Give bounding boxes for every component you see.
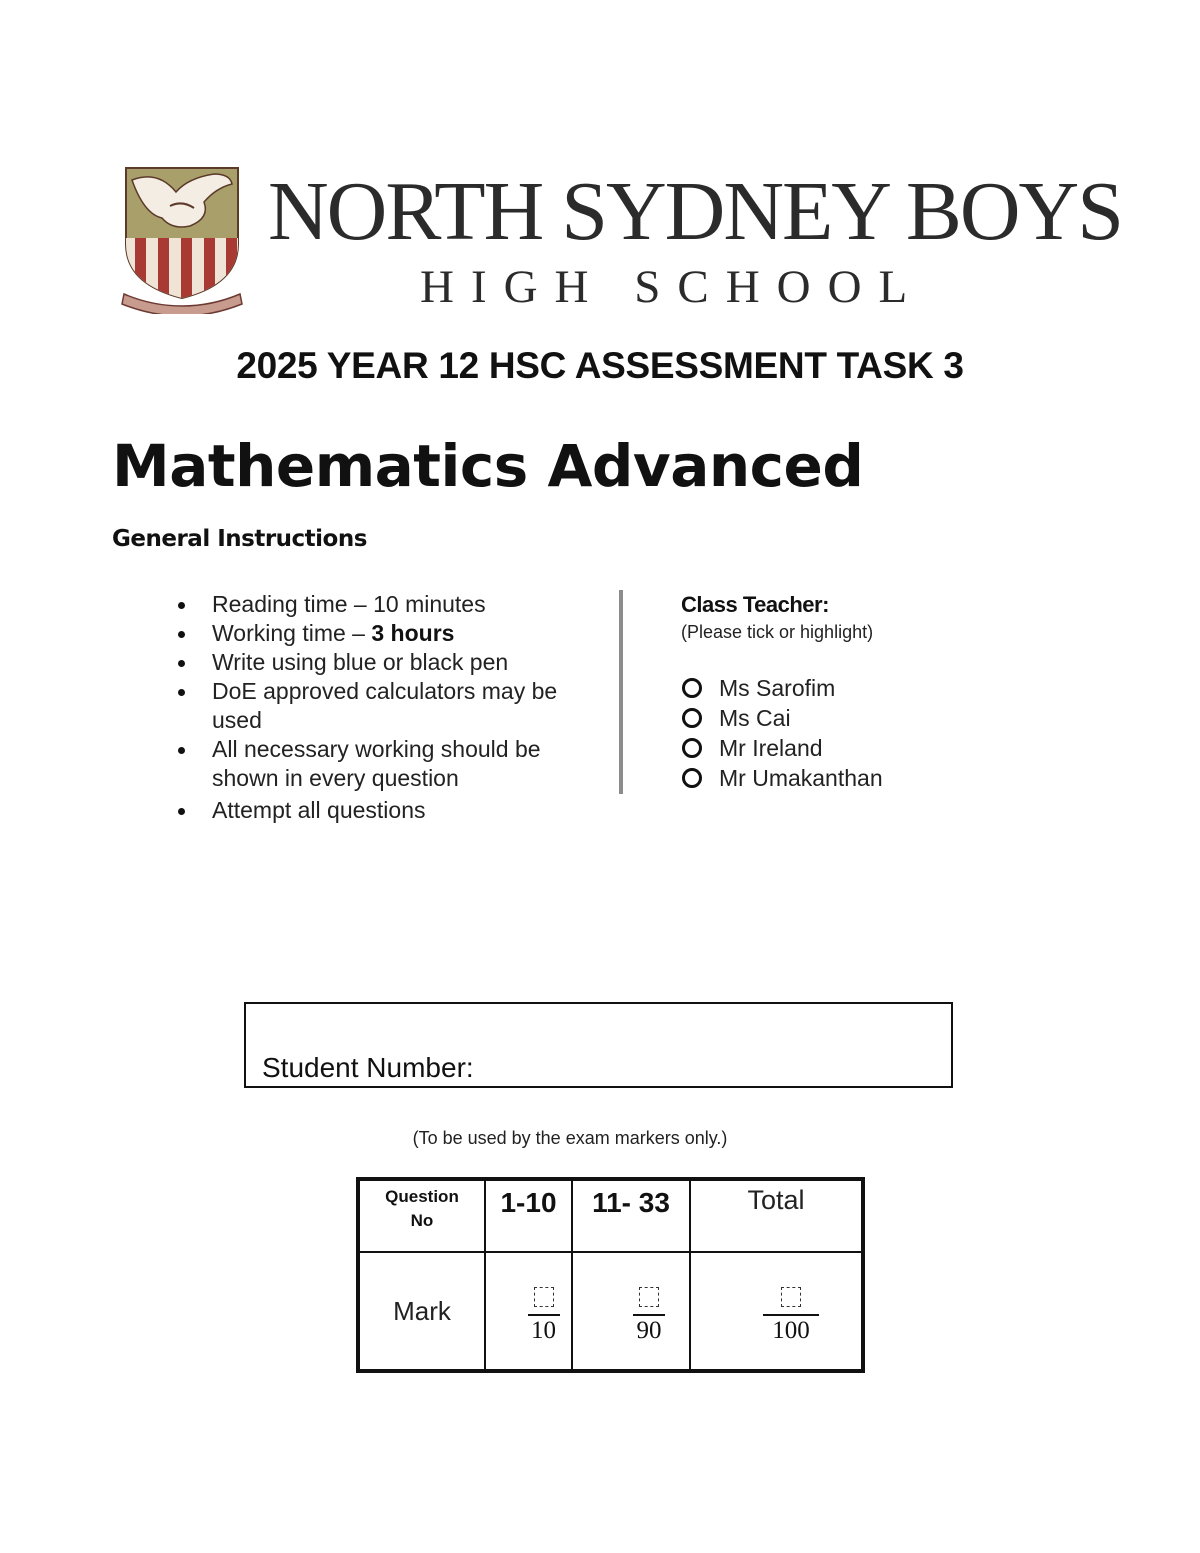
table-row bbox=[358, 1179, 863, 1252]
mark-cell[interactable] bbox=[572, 1252, 690, 1371]
radio-circle-icon[interactable] bbox=[682, 678, 702, 698]
general-instructions-heading: General Instructions bbox=[112, 526, 367, 552]
table-row bbox=[358, 1252, 863, 1371]
instructions-list bbox=[176, 590, 596, 825]
class-teacher-note: (Please tick or highlight) bbox=[681, 622, 874, 642]
class-teacher-heading: Class Teacher: bbox=[681, 592, 829, 617]
radio-circle-icon[interactable] bbox=[682, 738, 702, 758]
markers-note: (To be used by the exam markers only.) bbox=[412, 1128, 728, 1148]
school-name: NORTH SYDNEY BOYS bbox=[268, 165, 1122, 258]
list-item: Attempt all questions bbox=[176, 796, 596, 825]
mark-out-of: 100 bbox=[772, 1317, 810, 1344]
mark-cell[interactable] bbox=[485, 1252, 572, 1371]
mark-entry-box[interactable] bbox=[639, 1287, 659, 1307]
list-item: Working time – 3 hours bbox=[176, 619, 596, 648]
column-header: 11- 33 bbox=[572, 1179, 690, 1252]
marks-table bbox=[356, 1177, 865, 1373]
task-title: 2025 YEAR 12 HSC ASSESSMENT TASK 3 bbox=[236, 345, 964, 386]
mark-row-label: Mark bbox=[358, 1252, 485, 1371]
mark-cell[interactable] bbox=[690, 1252, 863, 1371]
mark-out-of: 10 bbox=[531, 1317, 556, 1344]
mark-entry-box[interactable] bbox=[781, 1287, 801, 1307]
teacher-option-ireland[interactable]: Mr Ireland bbox=[682, 733, 883, 763]
list-item: Write using blue or black pen bbox=[176, 648, 596, 677]
question-no-header: Question No bbox=[358, 1179, 485, 1252]
school-subtitle: HIGH SCHOOL bbox=[420, 261, 925, 313]
list-item: DoE approved calculators may be used bbox=[176, 677, 596, 735]
list-item: Reading time – 10 minutes bbox=[176, 590, 596, 619]
mark-entry-box[interactable] bbox=[534, 1287, 554, 1307]
column-header: Total bbox=[690, 1179, 863, 1252]
radio-circle-icon[interactable] bbox=[682, 768, 702, 788]
subject-title: Mathematics Advanced bbox=[112, 432, 864, 500]
student-number-label: Student Number: bbox=[262, 1052, 474, 1083]
list-item: All necessary working should be shown in every question bbox=[176, 735, 596, 793]
radio-circle-icon[interactable] bbox=[682, 708, 702, 728]
mark-out-of: 90 bbox=[636, 1317, 662, 1344]
school-crest bbox=[118, 166, 246, 314]
teacher-option-sarofim[interactable]: Ms Sarofim bbox=[682, 673, 883, 703]
teacher-option-umakanthan[interactable]: Mr Umakanthan bbox=[682, 763, 883, 793]
student-number-field[interactable] bbox=[244, 1002, 953, 1088]
class-teacher-options bbox=[682, 673, 883, 793]
column-header: 1-10 bbox=[485, 1179, 572, 1252]
column-divider bbox=[619, 590, 623, 794]
teacher-option-cai[interactable]: Ms Cai bbox=[682, 703, 883, 733]
